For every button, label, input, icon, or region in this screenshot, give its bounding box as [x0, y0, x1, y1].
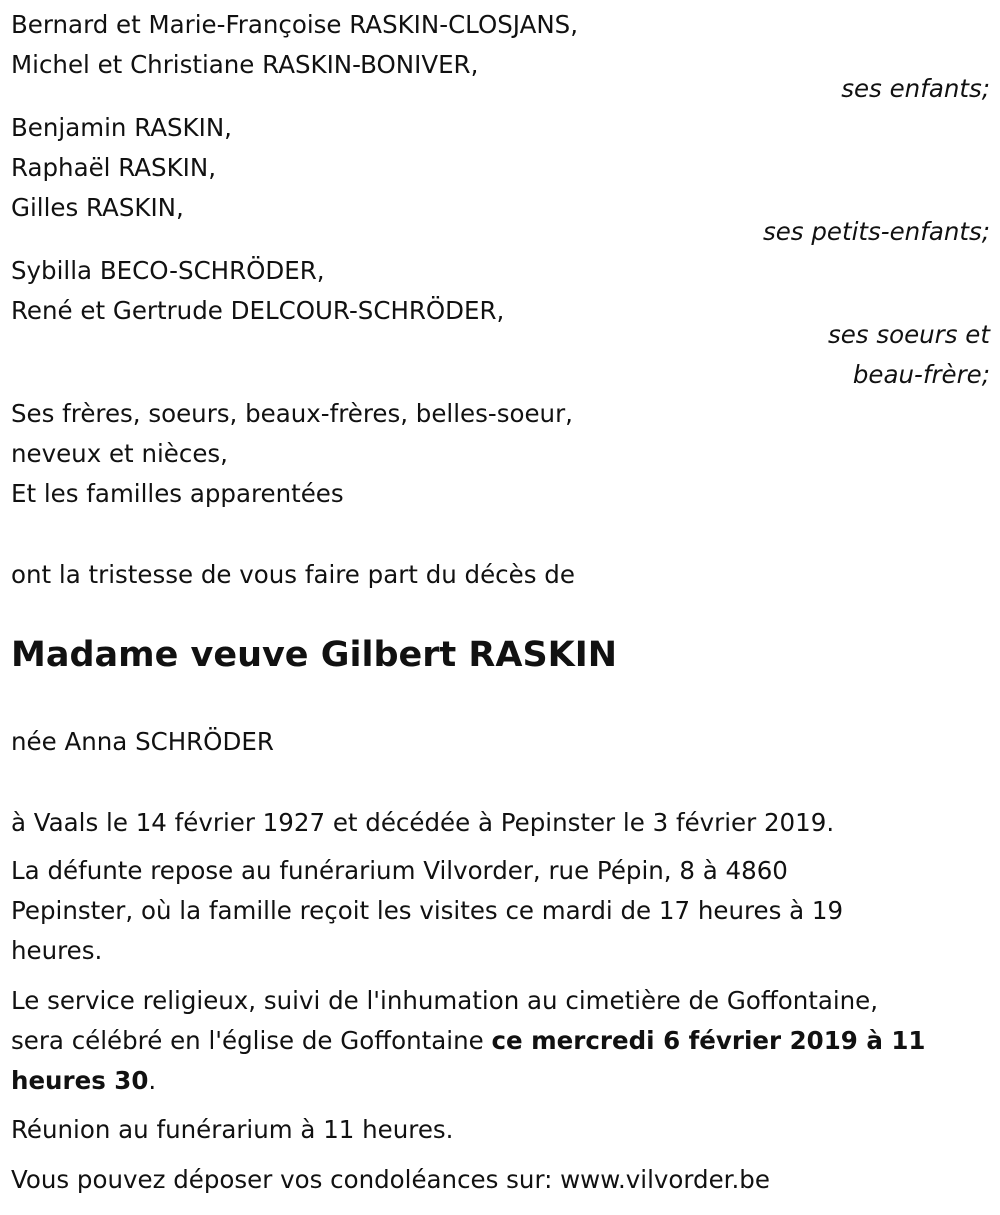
- family-line: Et les familles apparentées: [11, 479, 344, 508]
- service-date-bold: ce mercredi 6 février 2019 à 11: [491, 1026, 926, 1055]
- child-name: Bernard et Marie-Françoise RASKIN-CLOSJANS,: [11, 10, 579, 39]
- meeting-text: Réunion au funérarium à 11 heures.: [11, 1115, 454, 1144]
- sibling-name: Sybilla BECO-SCHRÖDER,: [11, 256, 325, 285]
- condolences-text: Vous pouvez déposer vos condoléances sur: www.vilvorder.be: [11, 1165, 770, 1194]
- grandchild-name: Gilles RASKIN,: [11, 193, 184, 222]
- born-name: née Anna SCHRÖDER: [11, 727, 274, 756]
- service-text-line2: [11, 1021, 925, 1061]
- role-siblings-line2: beau-frère;: [852, 360, 990, 389]
- sibling-name: René et Gertrude DELCOUR-SCHRÖDER,: [11, 296, 505, 325]
- service-text-line1: Le service religieux, suivi de l'inhumation au cimetière de Goffontaine,: [11, 986, 879, 1015]
- rest-text-line: La défunte repose au funérarium Vilvorder, rue Pépin, 8 à 4860: [11, 856, 788, 885]
- service-time-bold: heures 30: [11, 1066, 149, 1095]
- child-name: Michel et Christiane RASKIN-BONIVER,: [11, 50, 479, 79]
- rest-text-line: Pepinster, où la famille reçoit les visites ce mardi de 17 heures à 19: [11, 896, 844, 925]
- grandchild-name: Benjamin RASKIN,: [11, 113, 232, 142]
- service-text-plain: sera célébré en l'église de Goffontaine: [11, 1026, 492, 1055]
- deceased-title: Madame veuve Gilbert RASKIN: [11, 635, 618, 675]
- family-line: Ses frères, soeurs, beaux-frères, belles-soeur,: [11, 399, 573, 428]
- grandchild-name: Raphaël RASKIN,: [11, 153, 217, 182]
- role-siblings-line1: ses soeurs et: [827, 320, 990, 349]
- birth-death-text: à Vaals le 14 février 1927 et décédée à Pepinster le 3 février 2019.: [11, 808, 835, 837]
- service-text-line3: [11, 1061, 156, 1101]
- role-grandchildren: ses petits-enfants;: [762, 217, 990, 246]
- announcement-text: ont la tristesse de vous faire part du décès de: [11, 560, 575, 589]
- service-text-end: .: [148, 1066, 157, 1095]
- family-line: neveux et nièces,: [11, 439, 228, 468]
- role-children: ses enfants;: [841, 74, 990, 103]
- rest-text-line: heures.: [11, 936, 103, 965]
